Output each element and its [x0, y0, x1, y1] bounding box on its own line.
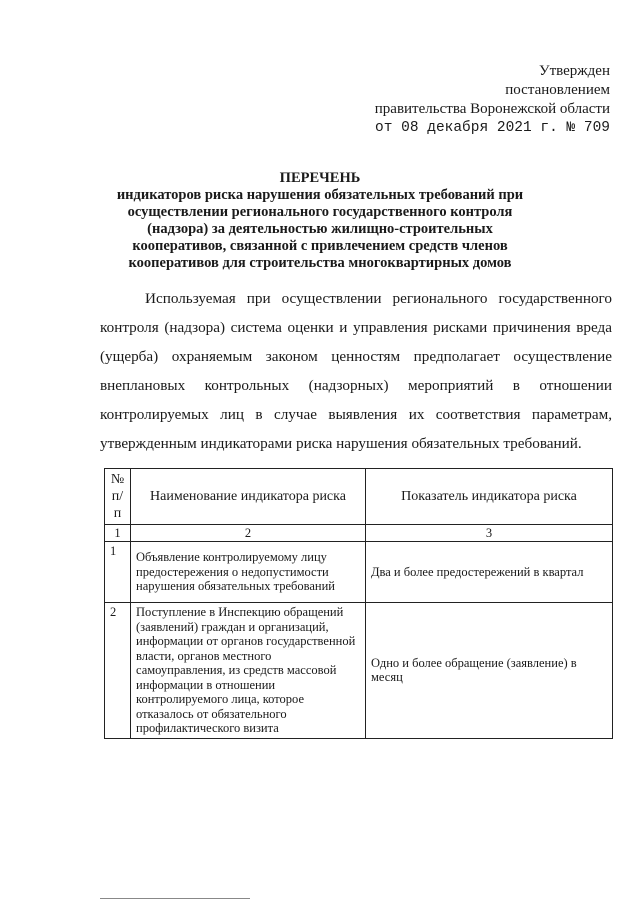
- header-indicator-name: Наименование индикатора риска: [131, 469, 366, 525]
- column-number-1: 1: [105, 525, 131, 542]
- risk-indicators-table: [104, 468, 613, 739]
- column-number-2: 2: [131, 525, 366, 542]
- approval-block: [375, 62, 610, 138]
- title-heading: ПЕРЕЧЕНЬ: [279, 170, 361, 186]
- bottom-scan-edge: [100, 898, 250, 899]
- row-number: 1: [105, 542, 131, 603]
- table-row: [105, 542, 613, 603]
- row-indicator-value: Два и более предостережений в квартал: [366, 542, 613, 603]
- row-indicator-name: Объявление контролируемому лицу предостережения о недопустимости нарушения обязательных требований: [131, 542, 366, 603]
- table-header-row: [105, 469, 613, 525]
- approval-line-2: постановлением: [505, 82, 610, 98]
- row-indicator-value: Одно и более обращение (заявление) в месяц: [366, 603, 613, 739]
- document-title: [100, 170, 540, 272]
- intro-paragraph: Используемая при осуществлении регионального государственного контроля (надзора) система оценки и управления рисками причинения вреда (ущерба) охраняемым законом ценностям предполагает осуществление внеплановых контрольных (надзорных) мероприятий в отношении контролируемых лиц в случае выявления их соответствия параметрам, утвержденным индикаторами риска нарушения обязательных требований.: [100, 290, 612, 452]
- row-indicator-name: Поступление в Инспекцию обращений (заявлений) граждан и организаций, информации от органов государственной власти, органов местного самоуправления, из средств массовой информации в отношении контролируемого лица, которое отказалось от обязательного профилактического визита: [131, 603, 366, 739]
- header-number: № п/п: [105, 469, 131, 525]
- row-number: 2: [105, 603, 131, 739]
- approval-line-1: Утвержден: [538, 63, 610, 79]
- header-indicator-value: Показатель индикатора риска: [366, 469, 613, 525]
- title-subtitle: индикаторов риска нарушения обязательных требований при осуществлении регионального государственного контроля (надзора) за деятельностью жилищно-строительных кооперативов, связанной с привлечением средств членов кооперативов для строительства многоквартирных домов: [116, 187, 524, 271]
- table-row: [105, 603, 613, 739]
- column-number-3: 3: [366, 525, 613, 542]
- approval-line-3: правительства Воронежской области: [374, 101, 610, 117]
- approval-date-number: от 08 декабря 2021 г. № 709: [375, 120, 610, 136]
- table-column-numbers-row: [105, 525, 613, 542]
